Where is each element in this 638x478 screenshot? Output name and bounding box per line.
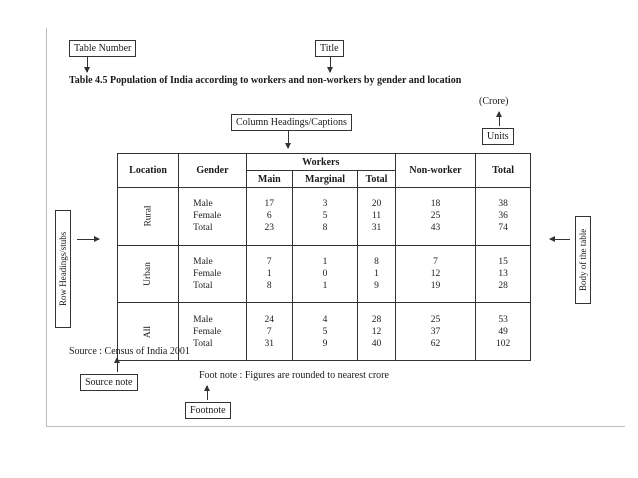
gender-value: Total [193, 280, 213, 291]
grand-total-value: 15 [498, 256, 508, 267]
marginal-value: 3 [322, 199, 328, 210]
grand-total-value: 13 [498, 268, 508, 279]
total-value: 1 [374, 268, 379, 279]
gender-value: Male [193, 314, 213, 325]
row-stub-rural [118, 188, 179, 246]
source-note-arrow [117, 358, 118, 372]
total-cell [358, 245, 396, 303]
body-label: Body of the table [575, 216, 591, 304]
body-arrow [550, 239, 570, 240]
total-cell [358, 188, 396, 246]
grand-total-value: 74 [498, 223, 508, 234]
total-cell [358, 303, 396, 361]
header-main: Main [246, 171, 292, 188]
main-value: 31 [264, 338, 275, 349]
main-value: 1 [266, 268, 272, 279]
location-label: All [143, 325, 154, 338]
non-worker-value: 7 [433, 256, 438, 267]
row-headings-label: Row Headings/stubs [55, 210, 71, 328]
footnote-text: Foot note : Figures are rounded to nearest crore [199, 370, 389, 381]
main-value: 17 [264, 199, 275, 210]
main-value: 7 [266, 326, 272, 337]
main-cell [246, 245, 292, 303]
gender-value: Total [193, 223, 213, 234]
header-non-worker: Non-worker [395, 154, 475, 188]
footnote-arrow [207, 386, 208, 400]
main-cell [246, 303, 292, 361]
grand-total-cell [476, 303, 531, 361]
row-stub-urban [118, 245, 179, 303]
non-worker-cell [395, 245, 475, 303]
header-location: Location [118, 154, 179, 188]
gender-value: Male [193, 256, 213, 267]
non-worker-value: 19 [430, 280, 441, 291]
total-value: 12 [371, 326, 382, 337]
grand-total-cell [476, 188, 531, 246]
gender-value: Total [193, 338, 213, 349]
gender-value: Female [193, 268, 222, 279]
main-value: 23 [264, 223, 275, 234]
header-gender: Gender [179, 154, 247, 188]
title-arrow [330, 56, 331, 72]
gender-cell [179, 188, 247, 246]
grand-total-value: 49 [498, 326, 508, 337]
column-headings-label: Column Headings/Captions [231, 114, 352, 131]
marginal-value: 8 [322, 223, 328, 234]
header-row-1 [118, 154, 531, 171]
header-marginal: Marginal [292, 171, 357, 188]
source-text: Source : Census of India 2001 [69, 346, 190, 357]
source-note-label: Source note [80, 374, 138, 391]
non-worker-value: 12 [430, 268, 441, 279]
table-row-rural [118, 188, 531, 246]
main-value: 7 [266, 256, 272, 267]
grand-total-value: 38 [498, 199, 508, 210]
non-worker-value: 18 [430, 199, 441, 210]
table-row-urban [118, 245, 531, 303]
main-value: 8 [266, 280, 272, 291]
non-worker-value: 37 [430, 326, 441, 337]
total-value: 31 [371, 223, 382, 234]
header-workers: Workers [246, 154, 395, 171]
header-grand-total: Total [476, 154, 531, 188]
table-title: Table 4.5 Population of India according to workers and non-workers by gender and location [69, 75, 462, 86]
marginal-value: 0 [322, 268, 328, 279]
non-worker-value: 25 [430, 314, 441, 325]
location-label: Urban [143, 262, 154, 286]
marginal-value: 9 [322, 338, 328, 349]
location-label: Rural [143, 205, 154, 227]
non-worker-value: 25 [430, 211, 441, 222]
non-worker-cell [395, 188, 475, 246]
marginal-value: 5 [322, 211, 328, 222]
gender-value: Female [193, 211, 222, 222]
marginal-value: 1 [322, 256, 328, 267]
total-value: 40 [371, 338, 382, 349]
main-cell [246, 188, 292, 246]
units-text: (Crore) [479, 96, 509, 107]
total-value: 8 [374, 256, 379, 267]
total-value: 28 [371, 314, 382, 325]
total-value: 9 [374, 280, 379, 291]
marginal-value: 4 [322, 314, 328, 325]
main-value: 6 [266, 211, 272, 222]
non-worker-value: 62 [430, 338, 441, 349]
units-arrow [499, 112, 500, 126]
non-worker-cell [395, 303, 475, 361]
marginal-cell [292, 245, 357, 303]
table-number-label: Table Number [69, 40, 136, 57]
total-value: 20 [371, 199, 382, 210]
data-table [117, 153, 531, 361]
non-worker-value: 43 [430, 223, 441, 234]
gender-value: Female [193, 326, 222, 337]
marginal-cell [292, 188, 357, 246]
column-headings-arrow [288, 130, 289, 148]
title-label: Title [315, 40, 344, 57]
units-label: Units [482, 128, 514, 145]
grand-total-cell [476, 245, 531, 303]
grand-total-value: 102 [496, 338, 511, 349]
row-headings-arrow [77, 239, 99, 240]
marginal-cell [292, 303, 357, 361]
grand-total-value: 36 [498, 211, 508, 222]
total-value: 11 [371, 211, 382, 222]
header-total: Total [358, 171, 396, 188]
marginal-value: 1 [322, 280, 328, 291]
slide-frame [46, 28, 625, 427]
gender-cell [179, 245, 247, 303]
main-value: 24 [264, 314, 275, 325]
gender-value: Male [193, 199, 213, 210]
marginal-value: 5 [322, 326, 328, 337]
table-number-arrow [87, 56, 88, 72]
grand-total-value: 53 [498, 314, 508, 325]
footnote-label: Footnote [185, 402, 231, 419]
grand-total-value: 28 [498, 280, 508, 291]
